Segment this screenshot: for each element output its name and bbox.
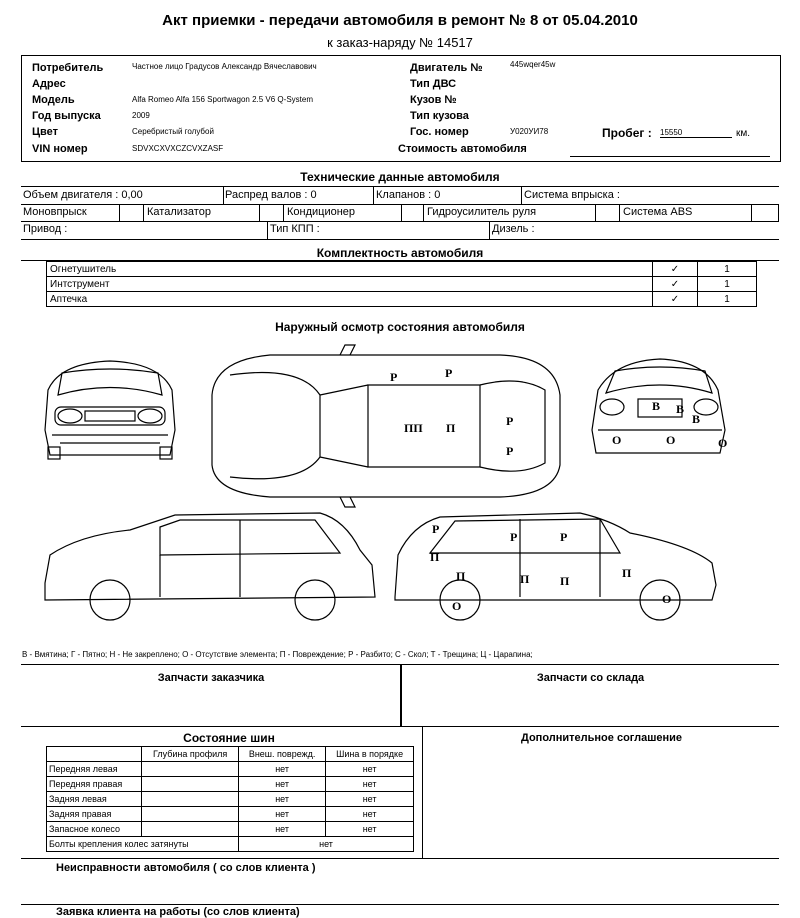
model-label: Модель	[32, 94, 75, 106]
tech-diesel: Дизель :	[492, 223, 535, 235]
car-left-side-view	[395, 513, 716, 620]
parts-warehouse: Запчасти со склада	[536, 672, 645, 684]
car-diagrams	[0, 335, 800, 645]
tire-header-cell	[47, 747, 142, 762]
mark-top-2: Р	[445, 366, 453, 380]
mark-rear-6: О	[718, 436, 728, 450]
mark-top-6: Р	[506, 444, 514, 458]
mark-left-10: О	[662, 592, 672, 606]
tech-aircon: Кондиционер	[287, 206, 356, 218]
plate-label: Гос. номер	[410, 126, 469, 138]
kit-table	[46, 261, 757, 307]
mark-left-7: П	[560, 574, 570, 588]
tire-cell	[142, 822, 239, 837]
kit-item-name: Аптечка	[47, 292, 653, 307]
address-label: Адрес	[32, 78, 66, 90]
color-label: Цвет	[32, 126, 59, 138]
parts-customer: Запчасти заказчика	[157, 672, 265, 684]
tire-header-cell: Шина в порядке	[326, 747, 414, 762]
tire-cell: нет	[326, 792, 414, 807]
tire-row	[47, 807, 414, 822]
tire-cell: нет	[239, 822, 326, 837]
tires-table	[46, 746, 414, 852]
tire-row	[47, 762, 414, 777]
year-label: Год выпуска	[32, 110, 101, 122]
car-front-view	[45, 361, 175, 459]
tire-cell: Задняя левая	[47, 792, 142, 807]
kit-row	[47, 262, 757, 277]
tire-cell: нет	[239, 792, 326, 807]
tire-cell: нет	[239, 777, 326, 792]
tech-engine-volume: Объем двигателя : 0,00	[23, 189, 143, 201]
engine-no-label: Двигатель №	[410, 62, 483, 74]
document-subtitle: к заказ-наряду № 14517	[327, 35, 473, 50]
additional-agreement: Дополнительное соглашение	[520, 732, 683, 744]
mark-left-5: П	[456, 569, 466, 583]
body-no-label: Кузов №	[410, 94, 457, 106]
cost-label: Стоимость автомобиля	[398, 143, 527, 155]
year-value: 2009	[132, 111, 150, 120]
vin-label: VIN номер	[32, 143, 88, 155]
tech-catalyst: Катализатор	[147, 206, 211, 218]
tire-row	[47, 822, 414, 837]
tire-cell: Запасное колесо	[47, 822, 142, 837]
tech-injection: Система впрыска :	[524, 189, 620, 201]
kit-item-name: Огнетушитель	[47, 262, 653, 277]
tire-row	[47, 792, 414, 807]
mark-rear-3: В	[692, 412, 701, 426]
mileage-value: 15550	[660, 128, 732, 138]
tech-drive: Привод :	[23, 223, 68, 235]
mark-left-9: О	[452, 599, 462, 613]
tire-cell	[142, 777, 239, 792]
model-value: Alfa Romeo Alfa 156 Sportwagon 2.5 V6 Q-System	[132, 95, 313, 104]
bolts-label: Болты крепления колес затянуты	[47, 837, 239, 852]
tire-cell: нет	[326, 807, 414, 822]
car-rear-view	[592, 359, 727, 453]
kit-item-check: ✓	[653, 262, 698, 277]
mark-left-6: П	[520, 572, 530, 586]
mark-top-4: П	[446, 421, 456, 435]
kit-item-check: ✓	[653, 277, 698, 292]
document-title: Акт приемки - передачи автомобиля в ремонт № 8 от 05.04.2010	[162, 12, 638, 29]
mark-rear-2: В	[676, 402, 685, 416]
tire-header-cell: Внеш. поврежд.	[239, 747, 326, 762]
car-top-view	[212, 345, 560, 507]
tech-gearbox: Тип КПП :	[270, 223, 320, 235]
cost-line	[570, 156, 770, 157]
tire-cell: Задняя правая	[47, 807, 142, 822]
kit-row	[47, 292, 757, 307]
kit-row	[47, 277, 757, 292]
mark-rear-5: О	[666, 433, 676, 447]
mileage-label: Пробег :	[602, 126, 652, 140]
tire-cell: Передняя правая	[47, 777, 142, 792]
kit-item-qty: 1	[698, 277, 757, 292]
vin-value: SDVXCXVXCZCVXZASF	[132, 144, 224, 153]
tires-title: Состояние шин	[183, 731, 275, 745]
tire-cell: Передняя левая	[47, 762, 142, 777]
mark-left-8: П	[622, 566, 632, 580]
tire-header-cell: Глубина профиля	[142, 747, 239, 762]
tech-valves: Клапанов : 0	[376, 189, 441, 201]
mark-left-4: П	[430, 550, 440, 564]
bolts-value: нет	[239, 837, 414, 852]
kit-title: Комплектность автомобиля	[316, 246, 484, 260]
mark-top-3: ПП	[404, 421, 423, 435]
inspection-title: Наружный осмотр состояния автомобиля	[275, 320, 525, 334]
plate-value: У020УИ78	[510, 127, 549, 136]
engine-type-label: Тип ДВС	[410, 78, 457, 90]
consumer-label: Потребитель	[32, 62, 104, 74]
mark-left-3: Р	[560, 530, 568, 544]
mark-rear-4: О	[612, 433, 622, 447]
mark-top-1: Р	[390, 370, 398, 384]
mileage-unit: км.	[736, 128, 751, 139]
tire-cell	[142, 807, 239, 822]
tire-cell: нет	[326, 822, 414, 837]
tire-bolts-row	[47, 837, 414, 852]
tech-title: Технические данные автомобиля	[300, 170, 500, 184]
tire-row	[47, 777, 414, 792]
mark-left-2: Р	[510, 530, 518, 544]
tech-power-steering: Гидроусилитель руля	[427, 206, 537, 218]
engine-no-value: 445wqer45w	[510, 60, 556, 69]
request-heading: Заявка клиента на работы (со слов клиента)	[56, 906, 300, 918]
body-type-label: Тип кузова	[410, 110, 469, 122]
kit-item-qty: 1	[698, 292, 757, 307]
faults-heading: Неисправности автомобиля ( со слов клиента )	[56, 862, 316, 874]
mark-left-1: Р	[432, 522, 440, 536]
tire-cell	[142, 762, 239, 777]
tech-table	[21, 186, 779, 240]
mark-top-5: Р	[506, 414, 514, 428]
mark-rear-1: В	[652, 399, 661, 413]
tire-cell: нет	[326, 762, 414, 777]
tire-cell: нет	[326, 777, 414, 792]
tech-abs: Система ABS	[623, 206, 693, 218]
car-right-side-view	[45, 513, 375, 620]
consumer-value: Частное лицо Градусов Александр Вячеславович	[132, 62, 317, 71]
tire-cell: нет	[239, 807, 326, 822]
tire-cell: нет	[239, 762, 326, 777]
tech-monoinjection: Моновпрыск	[23, 206, 87, 218]
vehicle-info-box	[21, 55, 781, 162]
color-value: Серебристый голубой	[132, 127, 214, 136]
tech-camshafts: Распред валов : 0	[225, 189, 317, 201]
kit-item-check: ✓	[653, 292, 698, 307]
kit-item-name: Интструмент	[47, 277, 653, 292]
inspection-legend: В - Вмятина; Г - Пятно; Н - Не закреплено; О - Отсутствие элемента; П - Повреждение; Р - Разбито; С - Скол; Т - Трещина; Ц - Царапина;	[22, 650, 533, 659]
kit-item-qty: 1	[698, 262, 757, 277]
tire-cell	[142, 792, 239, 807]
